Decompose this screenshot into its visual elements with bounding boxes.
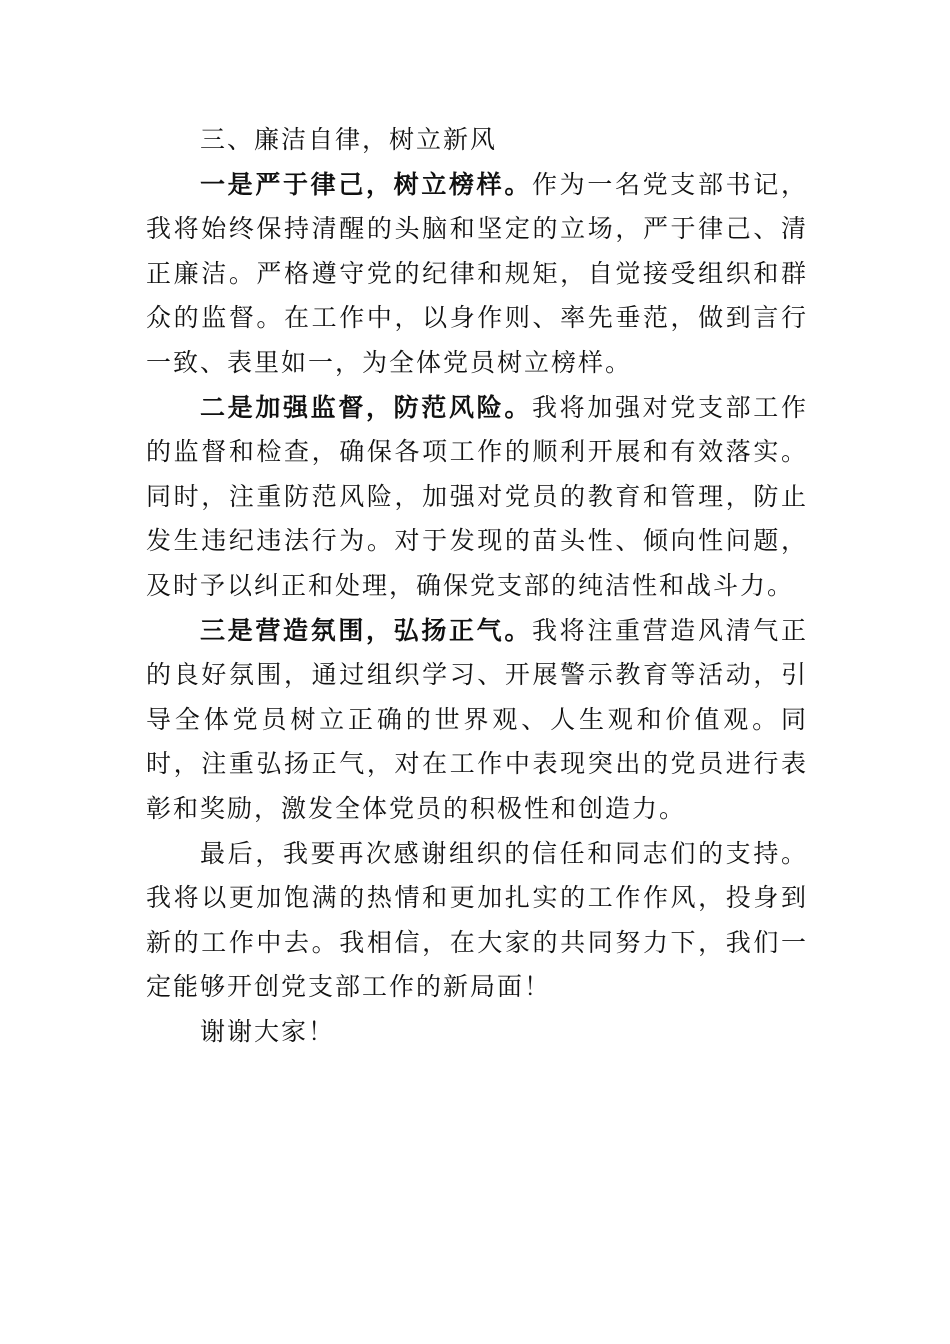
paragraph-thanks: 谢谢大家！ [200,1016,336,1046]
paragraph-self-discipline [146,163,808,386]
paragraph-lead: 二是加强监督，防范风险。 [200,392,532,422]
paragraph-body: 我将注重营造风清气正的良好氛围，通过组织学习、开展警示教育等活动，引导全体党员树立正确的世界观、人生观和价值观。同时，注重弘扬正气，对在工作中表现突出的党员进行表彰和奖励，激发全体党员的积极性和创造力。 [146,615,808,823]
paragraph-body: 我将加强对党支部工作的监督和检查，确保各项工作的顺利开展和有效落实。同时，注重防范风险，加强对党员的教育和管理，防止发生违纪违法行为。对于发现的苗头性、倾向性问题，及时予以纠正和处理，确保党支部的纯洁性和战斗力。 [146,392,808,600]
paragraph-supervision [146,386,808,609]
paragraph-closing: 最后，我要再次感谢组织的信任和同志们的支持。我将以更加饱满的热情和更加扎实的工作作风，投身到新的工作中去。我相信，在大家的共同努力下，我们一定能够开创党支部工作的新局面！ [146,838,808,1002]
paragraph-body: 作为一名党支部书记，我将始终保持清醒的头脑和坚定的立场，严于律己、清正廉洁。严格遵守党的纪律和规矩，自觉接受组织和群众的监督。在工作中，以身作则、率先垂范，做到言行一致、表里如一，为全体党员树立榜样。 [146,169,808,377]
document-body [146,118,808,1054]
paragraph-atmosphere [146,609,808,832]
paragraph-lead: 一是严于律己，树立榜样。 [200,169,532,199]
paragraph-lead: 三是营造氛围，弘扬正气。 [200,615,532,645]
section-heading: 三、廉洁自律，树立新风 [200,125,498,154]
